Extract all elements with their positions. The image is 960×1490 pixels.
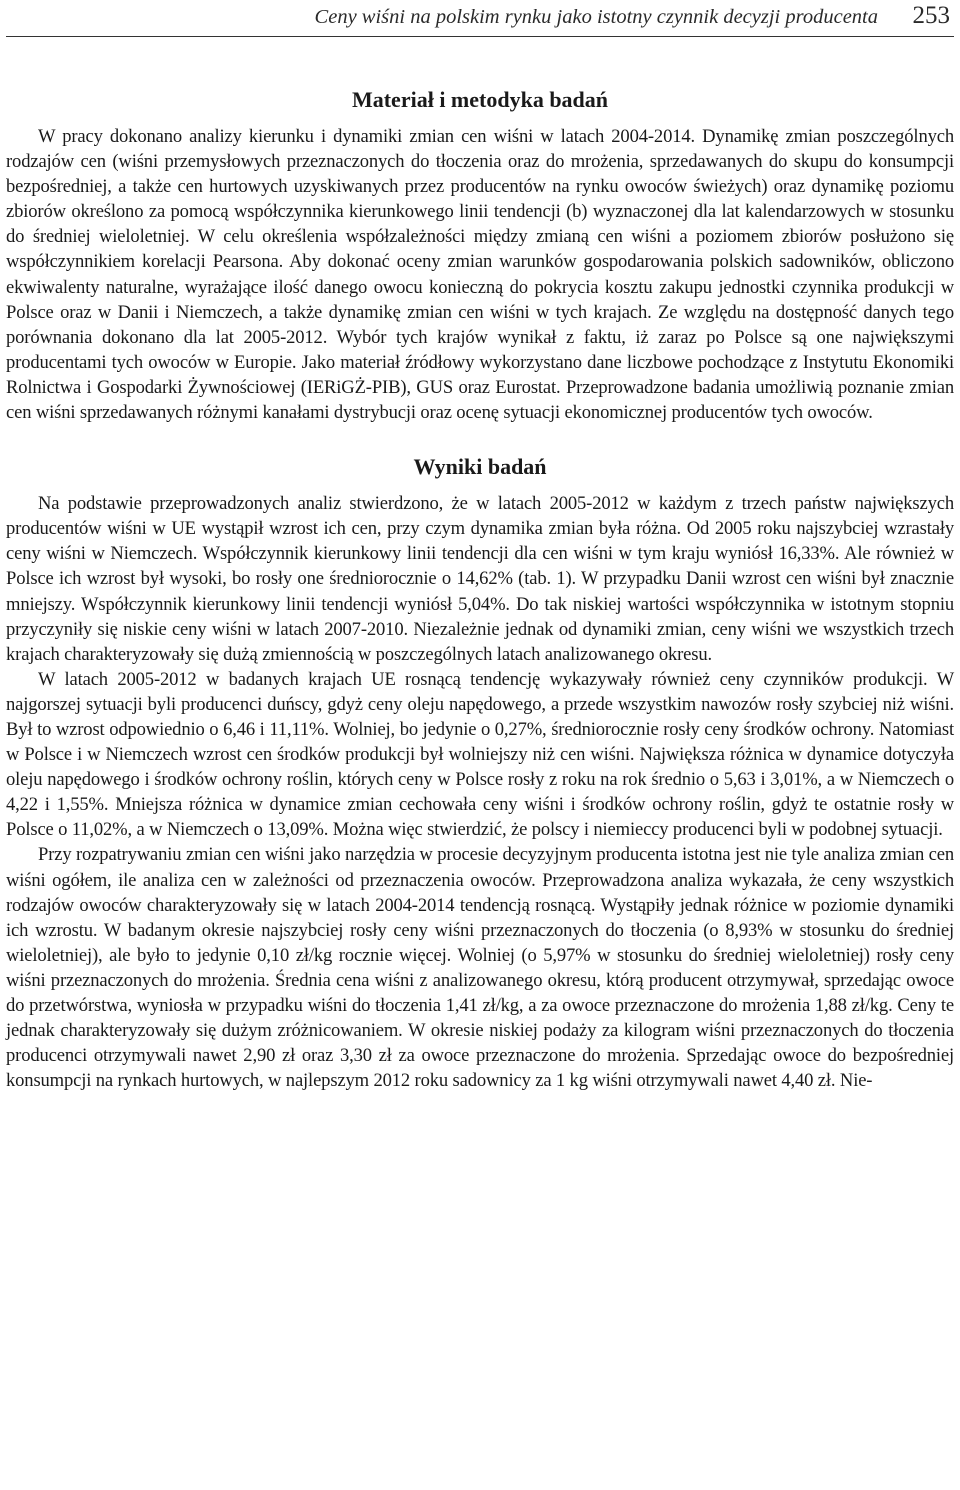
running-header xyxy=(6,2,954,37)
section-heading-results: Wyniki badań xyxy=(413,454,547,480)
paragraph-results-3: Przy rozpatrywaniu zmian cen wiśni jako narzędzia w procesie decyzyjnym producenta istotna jest nie tyle analiza zmian cen wiśni ogółem, ile analiza cen w zależności od przeznaczenia owoców. Przeprowadzona analiza wykazała, że ceny wszystkich rodzajów owoców charakteryzowały się w latach 2004-2014 tendencją rosnącą. Wystąpiły jednak różnice w poziomie dynamiki ich wzrostu. W badanym okresie najszybciej rosły ceny wiśni przeznaczonych do tłoczenia (o 8,93% w stosunku do średniej wieloletniej), ale było to jedynie 0,10 zł/kg rocznie więcej. Wolniej (o 5,97% w stosunku do średniej wieloletniej) rosły ceny wiśni przeznaczonych do mrożenia. Średnia cena wiśni z analizowanego okresu, którą producent otrzymywał, sprzedając owoce do przetwórstwa, wyniosła w przypadku wiśni do tłoczenia 1,41 zł/kg, a za owoce przeznaczone do mrożenia 1,88 zł/kg. Ceny te jednak charakteryzowały się dużym zróżnicowaniem. W okresie niskiej podaży za kilogram wiśni przeznaczonych do tłoczenia producenci otrzymywali nawet 2,90 zł oraz 3,30 zł za owoce przeznaczone do mrożenia. Sprzedając owoce do bezpośredniej konsumpcji na rynkach hurtowych, w najlepszym 2012 roku sadownicy za 1 kg wiśni otrzymywali nawet 4,40 zł. Nie- xyxy=(6,844,954,1092)
article-body xyxy=(6,84,954,1093)
paragraph-methods-1: W pracy dokonano analizy kierunku i dynamiki zmian cen wiśni w latach 2004-2014. Dynamikę zmian poszczególnych rodzajów cen (wiśni przemysłowych przeznaczonych do tłoczenia oraz do mrożenia, sprzedawanych do skupu do konsumpcji bezpośredniej, a także cen hurtowych uzyskiwanych przez producentów na rynku owoców świeżych) oraz dynamikę poziomu zbiorów określono za pomocą współczynnika kierunkowego linii tendencji (b) wyznaczonej dla lat kalendarzowych w stosunku do średniej wieloletniej. W celu określenia współzależności między zmianą cen wiśni a poziomem zbiorów posłużono się współczynnikiem korelacji Pearsona. Aby dokonać oceny zmian warunków gospodarowania polskich sadowników, obliczono ekwiwalenty naturalne, wyrażające ilość danego owocu konieczną do pokrycia kosztu zakupu jednostki czynnika produkcji w Polsce oraz w Danii i Niemczech, a także dynamikę zmian cen wiśni w tych krajach. Ze względu na dostępność danych tego porównania dokonano dla lat 2005-2012. Wybór tych krajów wynikał z faktu, iż zaraz po Polsce są one największymi producentami tych owoców w Europie. Jako materiał źródłowy wykorzystano dane liczbowe pochodzące z Instytutu Ekonomiki Rolnictwa i Gospodarki Żywnościowej (IERiGŻ-PIB), GUS oraz Eurostat. Przeprowadzone badania umożliwią poznanie zmian cen wiśni sprzedawanych różnymi kanałami dystrybucji oraz ocenę sytuacji ekonomicznej producentów tych owoców. xyxy=(6,126,954,424)
page-number: 253 xyxy=(912,2,950,29)
section-heading-methods: Materiał i metodyka badań xyxy=(351,87,609,112)
running-title: Ceny wiśni na polskim rynku jako istotny czynnik decyzji producenta xyxy=(314,6,878,28)
paragraph-results-1: Na podstawie przeprowadzonych analiz stwierdzono, że w latach 2005-2012 w każdym z trzech państw największych producentów wiśni w UE wystąpił wzrost ich cen, przy czym dynamika zmian była różna. Od 2005 roku najszybciej wzrastały ceny wiśni w Niemczech. Współczynnik kierunkowy linii tendencji dla cen wiśni w tym kraju wyniósł 16,33%. Ale również w Polsce ich wzrost był wysoki, bo rosły one średniorocznie o 14,62% (tab. 1). W przypadku Danii wzrost cen wiśni był znacznie mniejszy. Współczynnik kierunkowy linii tendencji wyniósł 5,04%. Do tak niskiej wartości współczynnika w istotnym stopniu przyczyniły się niskie ceny wiśni w latach 2007-2010. Niezależnie jednak od dynamiki zmian, ceny wiśni we wszystkich trzech krajach charakteryzowały się dużą zmiennością w poszczególnych latach analizowanego okresu. xyxy=(6,493,954,665)
paragraph-results-2: W latach 2005-2012 w badanych krajach UE rosnącą tendencję wykazywały również ceny czynników produkcji. W najgorszej sytuacji byli producenci duńscy, gdyż ceny oleju napędowego, a przede wszystkim nawozów rosły szybciej niż wiśni. Był to wzrost odpowiednio o 6,46 i 11,11%. Wolniej, bo jedynie o 0,27%, średniorocznie rosły ceny środków ochrony. Natomiast w Polsce i w Niemczech wzrost cen środków produkcji był wolniejszy niż cen wiśni. Największa różnica w dynamice dotyczyła oleju napędowego i środków ochrony roślin, których ceny w Polsce rosły z roku na rok średnio o 5,63 i 3,01%, a w Niemczech o 4,22 i 1,55%. Mniejsza różnica w dynamice zmian cechowała ceny wiśni i środków ochrony roślin, gdyż te ostatnie rosły w Polsce o 11,02%, a w Niemczech o 13,09%. Można więc stwierdzić, że polscy i niemieccy producenci byli w podobnej sytuacji. xyxy=(6,668,954,841)
